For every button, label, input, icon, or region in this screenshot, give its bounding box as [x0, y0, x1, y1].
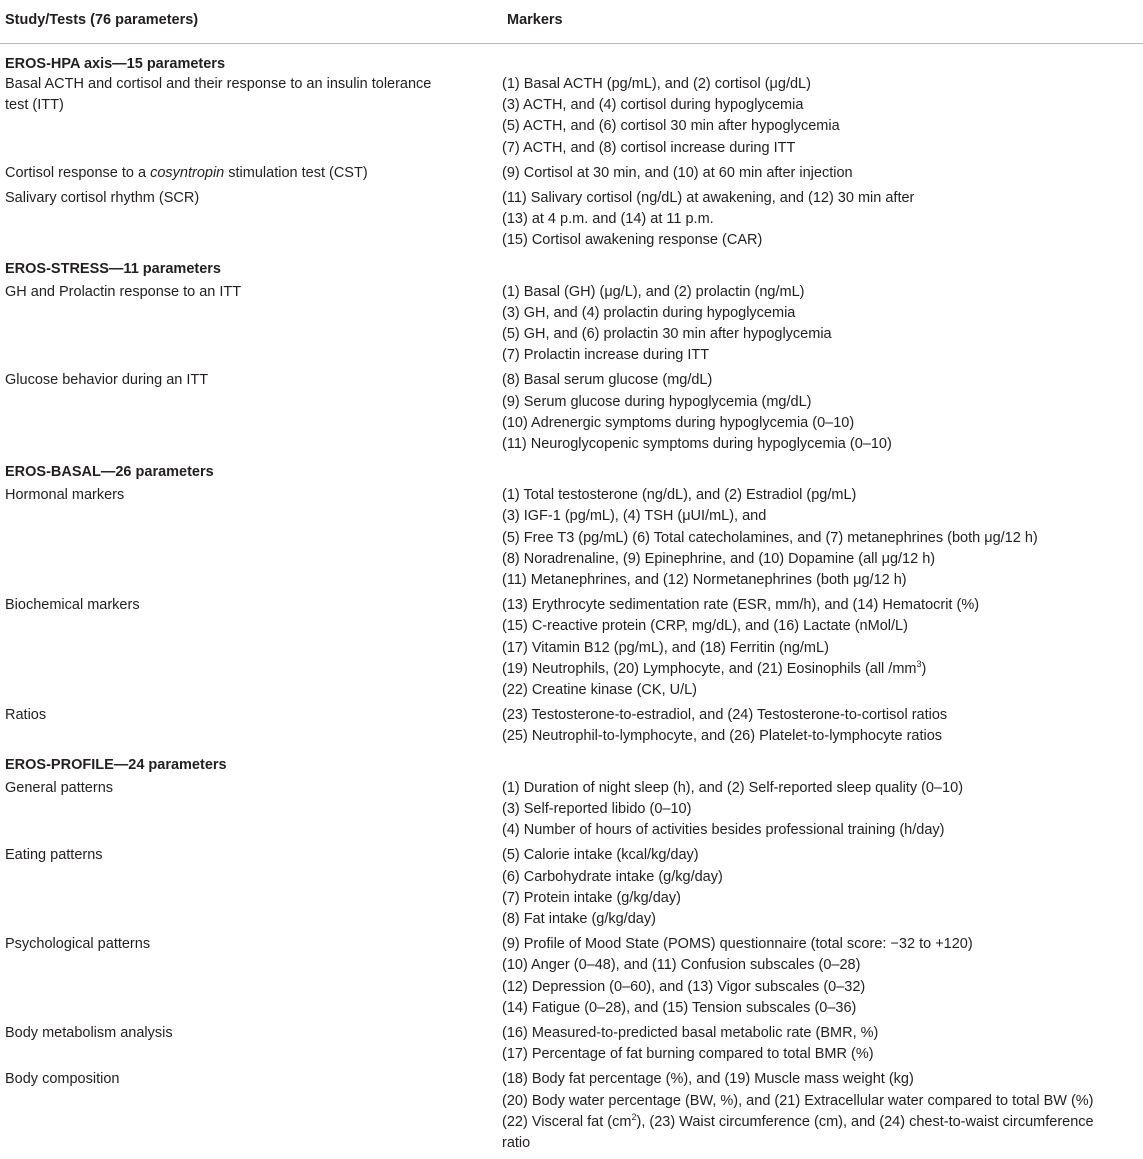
marker-line: (17) Percentage of fat burning compared to total BMR (%)	[502, 1046, 874, 1063]
markers-cell	[497, 485, 1143, 591]
table-row	[0, 1069, 1143, 1158]
table-row	[0, 705, 1143, 751]
marker-line: (10) Adrenergic symptoms during hypoglycemia (0–10)	[502, 414, 855, 431]
superscript: 2	[631, 1111, 637, 1122]
marker-line: (8) Noradrenaline, (9) Epinephrine, and (10) Dopamine (all μg/12 h)	[502, 550, 936, 567]
study-cell: Glucose behavior during an ITT	[5, 372, 209, 389]
marker-line: (14) Fatigue (0–28), and (15) Tension subscales (0–36)	[502, 999, 857, 1016]
study-cell: Salivary cortisol rhythm (SCR)	[5, 190, 200, 207]
marker-line: (3) Self-reported libido (0–10)	[502, 800, 692, 817]
markers-cell	[497, 1069, 1143, 1154]
markers-cell	[497, 370, 1143, 455]
section-title: EROS-HPA axis—15 parameters	[5, 56, 226, 72]
marker-line: (9) Cortisol at 30 min, and (10) at 60 min after injection	[502, 164, 853, 181]
marker-line: (5) GH, and (6) prolactin 30 min after hypoglycemia	[502, 326, 832, 343]
markers-cell	[497, 705, 1143, 747]
marker-line: (5) Free T3 (pg/mL) (6) Total catecholamines, and (7) metanephrines (both μg/12 h)	[502, 529, 1038, 546]
table-header	[0, 0, 1143, 44]
study-cell	[0, 163, 497, 184]
marker-line: (13) Erythrocyte sedimentation rate (ESR, mm/h), and (14) Hematocrit (%)	[502, 597, 980, 614]
marker-line: (11) Salivary cortisol (ng/dL) at awakening, and (12) 30 min after	[502, 190, 915, 207]
markers-cell	[497, 595, 1143, 701]
marker-line: (7) Protein intake (g/kg/day)	[502, 889, 681, 906]
marker-line: (8) Fat intake (g/kg/day)	[502, 910, 656, 927]
section-title: EROS-PROFILE—24 parameters	[5, 756, 227, 773]
header-study-tests: Study/Tests (76 parameters)	[5, 12, 199, 28]
markers-cell	[497, 845, 1143, 930]
marker-line: (25) Neutrophil-to-lymphocyte, and (26) Platelet-to-lymphocyte ratios	[502, 728, 943, 745]
italic-term: cosyntropin	[150, 164, 225, 181]
header-markers: Markers	[507, 12, 563, 28]
markers-cell	[497, 163, 1143, 184]
marker-line: (13) at 4 p.m. and (14) at 11 p.m.	[502, 211, 714, 228]
marker-text: (19) Neutrophils, (20) Lymphocyte, and (21) Eosinophils (all /mm	[502, 660, 917, 677]
table-row	[0, 282, 1143, 371]
marker-line: (1) Total testosterone (ng/dL), and (2) Estradiol (pg/mL)	[502, 487, 857, 504]
marker-line: (9) Profile of Mood State (POMS) questionnaire (total score: −32 to +120)	[502, 936, 973, 953]
markers-cell	[497, 778, 1143, 842]
marker-text: ), (23) Waist circumference (cm), and (24) chest-to-waist circumference ratio	[502, 1113, 1094, 1151]
marker-line: (12) Depression (0–60), and (13) Vigor subscales (0–32)	[502, 978, 866, 995]
study-cell: Basal ACTH and cortisol and their response to an insulin tolerance test (ITT)	[5, 76, 432, 114]
study-cell: Body composition	[5, 1071, 120, 1088]
study-cell: Body metabolism analysis	[5, 1024, 173, 1041]
marker-line: (1) Basal ACTH (pg/mL), and (2) cortisol (μg/dL)	[502, 76, 811, 92]
markers-cell	[497, 188, 1143, 252]
marker-line: (15) C-reactive protein (CRP, mg/dL), and (16) Lactate (nMol/L)	[502, 618, 908, 635]
marker-line: (1) Duration of night sleep (h), and (2) Self-reported sleep quality (0–10)	[502, 779, 964, 796]
study-cell: Ratios	[5, 707, 47, 724]
table-row	[0, 74, 1143, 163]
marker-line: (9) Serum glucose during hypoglycemia (mg/dL)	[502, 393, 812, 410]
table-row	[0, 595, 1143, 705]
markers-cell	[497, 934, 1143, 1019]
study-cell: Hormonal markers	[5, 487, 125, 504]
study-cell: Psychological patterns	[5, 936, 151, 953]
marker-line: (4) Number of hours of activities besides professional training (h/day)	[502, 822, 945, 839]
table-row	[0, 370, 1143, 459]
marker-line: (3) GH, and (4) prolactin during hypoglycemia	[502, 304, 796, 321]
markers-cell	[497, 282, 1143, 367]
table-row	[0, 1023, 1143, 1069]
marker-line: (5) ACTH, and (6) cortisol 30 min after hypoglycemia	[502, 118, 840, 135]
marker-line: (23) Testosterone-to-estradiol, and (24) Testosterone-to-cortisol ratios	[502, 707, 948, 724]
table-row	[0, 485, 1143, 595]
marker-line: (7) Prolactin increase during ITT	[502, 347, 710, 364]
table-row	[0, 845, 1143, 934]
marker-line	[502, 1112, 1102, 1154]
marker-line: (5) Calorie intake (kcal/kg/day)	[502, 847, 699, 864]
markers-cell	[497, 74, 1143, 159]
study-cell: Eating patterns	[5, 847, 103, 864]
marker-line: (8) Basal serum glucose (mg/dL)	[502, 372, 713, 389]
markers-cell	[497, 1023, 1143, 1065]
marker-line: (3) ACTH, and (4) cortisol during hypoglycemia	[502, 97, 804, 114]
study-cell: Biochemical markers	[5, 597, 140, 614]
table-row	[0, 778, 1143, 846]
marker-line: (15) Cortisol awakening response (CAR)	[502, 232, 763, 249]
marker-line: (17) Vitamin B12 (pg/mL), and (18) Ferritin (ng/mL)	[502, 639, 829, 656]
marker-line: (11) Neuroglycopenic symptoms during hypoglycemia (0–10)	[502, 436, 892, 453]
study-text-cst: Cortisol response to a cosyntropin stimulation test (CST)	[5, 164, 368, 181]
marker-line: (3) IGF-1 (pg/mL), (4) TSH (μUI/mL), and	[502, 508, 767, 525]
table-row	[0, 188, 1143, 256]
table-row	[0, 934, 1143, 1023]
marker-text: (22) Visceral fat (cm	[502, 1113, 632, 1130]
marker-line: (18) Body fat percentage (%), and (19) Muscle mass weight (kg)	[502, 1071, 914, 1088]
marker-line: (11) Metanephrines, and (12) Normetanephrines (both μg/12 h)	[502, 572, 907, 589]
marker-line	[502, 659, 1143, 680]
marker-line: (20) Body water percentage (BW, %), and (21) Extracellular water compared to total BW (%)	[502, 1092, 1094, 1109]
marker-line: (7) ACTH, and (8) cortisol increase during ITT	[502, 139, 796, 156]
marker-line: (1) Basal (GH) (μg/L), and (2) prolactin (ng/mL)	[502, 283, 805, 300]
section-title: EROS-STRESS—11 parameters	[5, 260, 221, 277]
section-title: EROS-BASAL—26 parameters	[5, 464, 214, 481]
study-cell: GH and Prolactin response to an ITT	[5, 283, 242, 300]
marker-line: (16) Measured-to-predicted basal metabolic rate (BMR, %)	[502, 1024, 879, 1041]
marker-line: (10) Anger (0–48), and (11) Confusion subscales (0–28)	[502, 957, 861, 974]
marker-line: (6) Carbohydrate intake (g/kg/day)	[502, 868, 723, 885]
marker-text: )	[921, 660, 927, 677]
table-row	[0, 163, 1143, 188]
marker-line: (22) Creatine kinase (CK, U/L)	[502, 682, 698, 699]
study-cell: General patterns	[5, 779, 114, 796]
superscript: 3	[916, 658, 922, 669]
